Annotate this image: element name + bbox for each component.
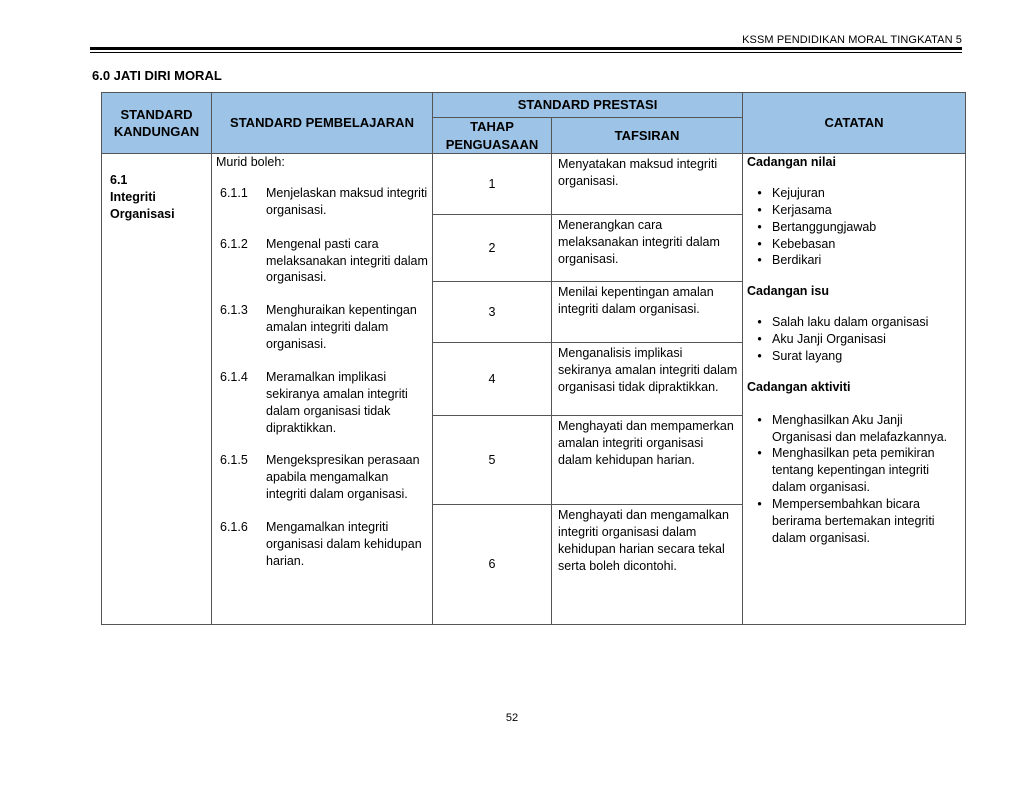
- tafsiran-text: Menghayati dan mengamalkan integriti organisasi dalam kehidupan harian secara tekal serta boleh dicontohi.: [552, 505, 743, 625]
- header-tafsiran: TAFSIRAN: [552, 118, 743, 154]
- tafsiran-text: Menilai kepentingan amalan integriti dalam organisasi.: [552, 282, 743, 343]
- header-standard-pembelajaran: STANDARD PEMBELAJARAN: [212, 93, 433, 154]
- cadangan-aktiviti-list: [747, 412, 961, 547]
- list-item: • Aku Janji Organisasi: [757, 332, 886, 347]
- list-item: • Menghasilkan peta pemikiran tentang kepentingan integriti dalam organisasi.: [757, 446, 935, 495]
- learning-outcome-code: 6.1.1: [220, 185, 248, 200]
- learning-outcome-code: 6.1.2: [220, 236, 248, 251]
- learning-outcome-item: [216, 452, 428, 503]
- learning-outcome-code: 6.1.6: [220, 520, 248, 535]
- learning-outcome-code: 6.1.4: [220, 369, 248, 384]
- section-title: 6.0 JATI DIRI MORAL: [92, 68, 222, 83]
- list-item: • Berdikari: [757, 253, 822, 268]
- cadangan-aktiviti-title: Cadangan aktiviti: [747, 379, 851, 394]
- pembelajaran-intro: Murid boleh:: [216, 155, 285, 170]
- standard-kandungan-cell: [102, 154, 212, 625]
- cadangan-nilai-list: [747, 185, 961, 269]
- tahap-level: 5: [433, 416, 552, 505]
- learning-outcome-text: Mengekspresikan perasaan apabila mengamalkan integriti dalam organisasi.: [266, 453, 420, 502]
- list-item: • Bertanggungjawab: [757, 219, 877, 234]
- cadangan-nilai-title: Cadangan nilai: [747, 155, 836, 170]
- list-item: • Mempersembahkan bicara berirama bertemakan integriti dalam organisasi.: [757, 497, 935, 545]
- list-item: • Surat layang: [757, 348, 843, 363]
- learning-outcome-item: [216, 302, 428, 353]
- standard-kandungan-code: 6.1: [110, 173, 128, 188]
- header-catatan: CATATAN: [743, 93, 966, 154]
- tahap-level: 1: [433, 154, 552, 215]
- tahap-level: 6: [433, 505, 552, 625]
- learning-outcome-text: Menjelaskan maksud integriti organisasi.: [266, 185, 428, 217]
- learning-outcome-item: [216, 185, 428, 219]
- cadangan-isu-title: Cadangan isu: [747, 284, 829, 299]
- tafsiran-text: Menerangkan cara melaksanakan integriti dalam organisasi.: [552, 215, 743, 282]
- catatan-cell: [743, 154, 966, 625]
- learning-outcome-item: [216, 369, 428, 437]
- header-rule: [90, 47, 962, 50]
- learning-outcome-text: Mengamalkan integriti organisasi dalam kehidupan harian.: [266, 520, 422, 568]
- learning-outcome-text: Menghuraikan kepentingan amalan integriti dalam organisasi.: [266, 303, 417, 352]
- tafsiran-text: Menghayati dan mempamerkan amalan integriti organisasi dalam kehidupan harian.: [552, 416, 743, 505]
- tahap-level: 2: [433, 215, 552, 282]
- list-item: • Kerjasama: [757, 202, 832, 217]
- header-rule-thin: [90, 52, 962, 53]
- tafsiran-text: Menganalisis implikasi sekiranya amalan integriti dalam organisasi tidak dipraktikkan.: [552, 343, 743, 416]
- learning-outcome-item: [216, 519, 428, 570]
- tahap-level: 3: [433, 282, 552, 343]
- learning-outcome-item: [216, 236, 428, 287]
- header-standard-kandungan: STANDARD KANDUNGAN: [102, 93, 212, 154]
- curriculum-table-wrapper: [101, 92, 965, 625]
- learning-outcome-code: 6.1.3: [220, 303, 248, 318]
- tafsiran-text: Menyatakan maksud integriti organisasi.: [552, 154, 743, 215]
- standard-kandungan-title: Integriti Organisasi: [110, 189, 175, 221]
- list-item: • Kebebasan: [757, 236, 836, 251]
- list-item: • Salah laku dalam organisasi: [757, 315, 929, 330]
- learning-outcome-text: Mengenal pasti cara melaksanakan integriti dalam organisasi.: [266, 236, 428, 285]
- list-item: • Menghasilkan Aku Janji Organisasi dan melafazkannya.: [757, 412, 948, 444]
- curriculum-table: [101, 92, 966, 625]
- learning-outcome-code: 6.1.5: [220, 453, 248, 468]
- header-tahap-penguasaan: TAHAP PENGUASAAN: [433, 118, 552, 154]
- running-header: KSSM PENDIDIKAN MORAL TINGKATAN 5: [742, 34, 962, 46]
- cadangan-isu-list: [747, 314, 961, 365]
- header-standard-prestasi: STANDARD PRESTASI: [433, 93, 743, 118]
- standard-pembelajaran-cell: [212, 154, 433, 625]
- learning-outcome-text: Meramalkan implikasi sekiranya amalan integriti dalam organisasi tidak dipraktikkan.: [266, 369, 408, 435]
- list-item: • Kejujuran: [757, 185, 825, 200]
- page-number: 52: [505, 712, 519, 724]
- tahap-level: 4: [433, 343, 552, 416]
